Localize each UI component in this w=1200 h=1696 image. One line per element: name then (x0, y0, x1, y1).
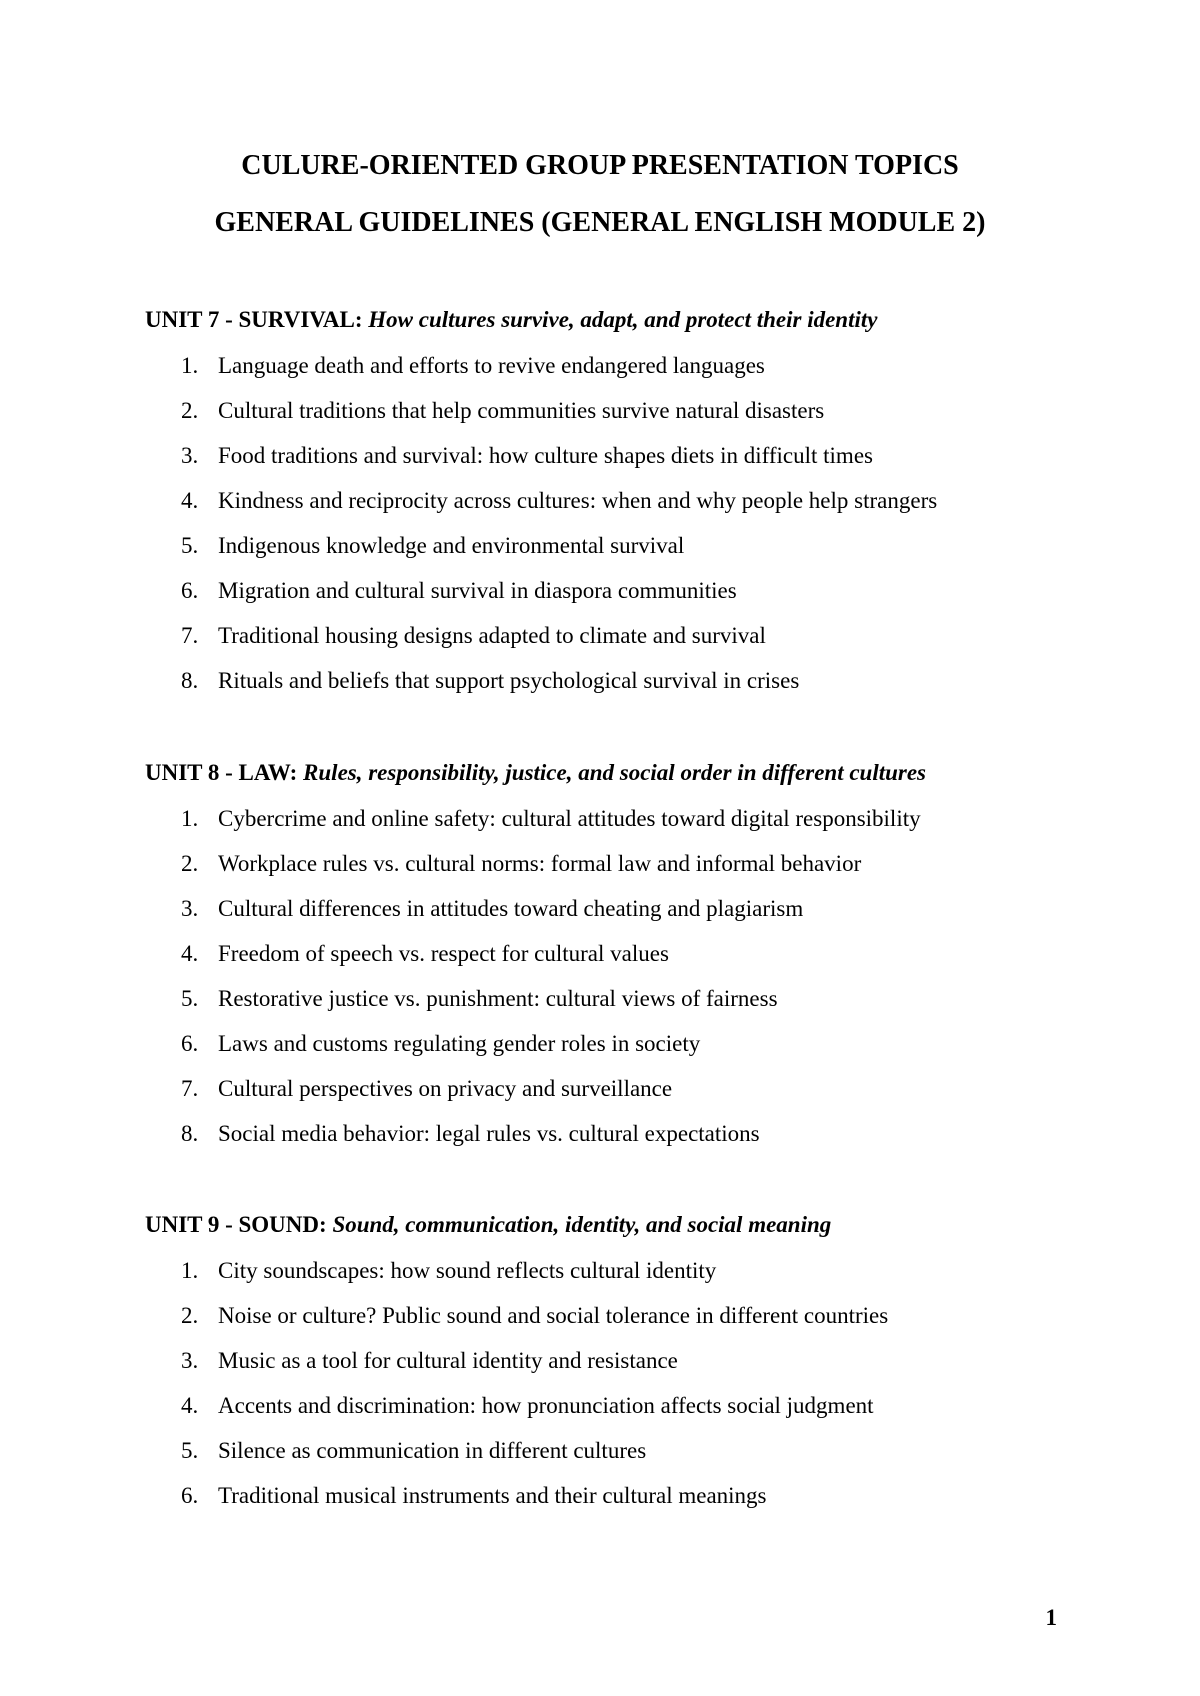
list-item (145, 849, 1145, 894)
list-item (145, 804, 1145, 849)
list-item (145, 1301, 1145, 1346)
list-item-number: 4. (181, 488, 199, 513)
list-item (145, 486, 1145, 531)
unit-9-subtitle: Sound, communication, identity, and social meaning (332, 1212, 832, 1237)
list-item-text: Restorative justice vs. punishment: cultural views of fairness (218, 986, 778, 1011)
unit-9-section (145, 1210, 1145, 1526)
unit-7-topic-list (145, 351, 1145, 711)
list-item-number: 7. (181, 623, 199, 648)
list-item-text: Cultural differences in attitudes toward cheating and plagiarism (218, 896, 804, 921)
list-item-text: Accents and discrimination: how pronunciation affects social judgment (218, 1393, 874, 1418)
list-item-text: Silence as communication in different cultures (218, 1438, 647, 1463)
list-item-number: 5. (181, 1438, 199, 1463)
unit-9-topic-list (145, 1256, 1145, 1526)
list-item-text: Indigenous knowledge and environmental survival (218, 533, 685, 558)
list-item (145, 1074, 1145, 1119)
list-item-number: 1. (181, 806, 199, 831)
page-title-line-2: GENERAL GUIDELINES (GENERAL ENGLISH MODULE 2) (214, 207, 986, 238)
list-item-text: Workplace rules vs. cultural norms: formal law and informal behavior (218, 851, 862, 876)
unit-7-heading (145, 305, 1145, 335)
unit-8-heading (145, 758, 1145, 788)
list-item-number: 5. (181, 533, 199, 558)
list-item-number: 6. (181, 1483, 199, 1508)
list-item-number: 5. (181, 986, 199, 1011)
list-item-number: 4. (181, 941, 199, 966)
list-item-text: Music as a tool for cultural identity and resistance (218, 1348, 678, 1373)
list-item-text: Traditional musical instruments and their cultural meanings (218, 1483, 767, 1508)
list-item-text: Kindness and reciprocity across cultures: when and why people help strangers (218, 488, 938, 513)
list-item (145, 1256, 1145, 1301)
list-item (145, 1119, 1145, 1164)
list-item-number: 1. (181, 1258, 199, 1283)
list-item (145, 1481, 1145, 1526)
list-item-text: City soundscapes: how sound reflects cultural identity (218, 1258, 717, 1283)
list-item (145, 621, 1145, 666)
list-item-number: 2. (181, 398, 199, 423)
list-item-number: 3. (181, 1348, 199, 1373)
list-item (145, 396, 1145, 441)
list-item (145, 984, 1145, 1029)
unit-9-label: UNIT 9 - SOUND: (145, 1212, 333, 1237)
list-item-number: 6. (181, 578, 199, 603)
page-title-line-1: CULURE-ORIENTED GROUP PRESENTATION TOPICS (241, 150, 959, 181)
list-item-number: 6. (181, 1031, 199, 1056)
list-item-number: 8. (181, 1121, 199, 1146)
list-item-text: Social media behavior: legal rules vs. cultural expectations (218, 1121, 760, 1146)
list-item-text: Noise or culture? Public sound and social tolerance in different countries (218, 1303, 889, 1328)
list-item (145, 1436, 1145, 1481)
list-item (145, 351, 1145, 396)
list-item-number: 2. (181, 1303, 199, 1328)
unit-8-subtitle: Rules, responsibility, justice, and social order in different cultures (303, 760, 927, 785)
list-item (145, 894, 1145, 939)
list-item-text: Rituals and beliefs that support psychological survival in crises (218, 668, 800, 693)
unit-7-section (145, 305, 1145, 711)
list-item-text: Language death and efforts to revive endangered languages (218, 353, 765, 378)
unit-9-heading (145, 1210, 1145, 1240)
list-item-number: 4. (181, 1393, 199, 1418)
list-item-text: Migration and cultural survival in diaspora communities (218, 578, 737, 603)
list-item-text: Traditional housing designs adapted to climate and survival (218, 623, 766, 648)
list-item (145, 531, 1145, 576)
unit-7-label: UNIT 7 - SURVIVAL: (145, 307, 369, 332)
list-item-number: 3. (181, 896, 199, 921)
page-number: 1 (1045, 1605, 1057, 1630)
list-item (145, 576, 1145, 621)
unit-7-subtitle: How cultures survive, adapt, and protect their identity (368, 307, 878, 332)
list-item (145, 666, 1145, 711)
list-item-number: 2. (181, 851, 199, 876)
list-item-number: 8. (181, 668, 199, 693)
unit-8-topic-list (145, 804, 1145, 1164)
list-item-text: Freedom of speech vs. respect for cultural values (218, 941, 669, 966)
list-item-number: 1. (181, 353, 199, 378)
list-item-text: Cultural perspectives on privacy and surveillance (218, 1076, 673, 1101)
list-item (145, 441, 1145, 486)
list-item-number: 3. (181, 443, 199, 468)
list-item (145, 1029, 1145, 1074)
list-item-text: Cultural traditions that help communities survive natural disasters (218, 398, 825, 423)
list-item (145, 939, 1145, 984)
unit-8-section (145, 758, 1145, 1164)
list-item (145, 1346, 1145, 1391)
unit-8-label: UNIT 8 - LAW: (145, 760, 304, 785)
list-item-text: Cybercrime and online safety: cultural attitudes toward digital responsibility (218, 806, 921, 831)
list-item-number: 7. (181, 1076, 199, 1101)
list-item (145, 1391, 1145, 1436)
list-item-text: Laws and customs regulating gender roles in society (218, 1031, 701, 1056)
list-item-text: Food traditions and survival: how culture shapes diets in difficult times (218, 443, 873, 468)
